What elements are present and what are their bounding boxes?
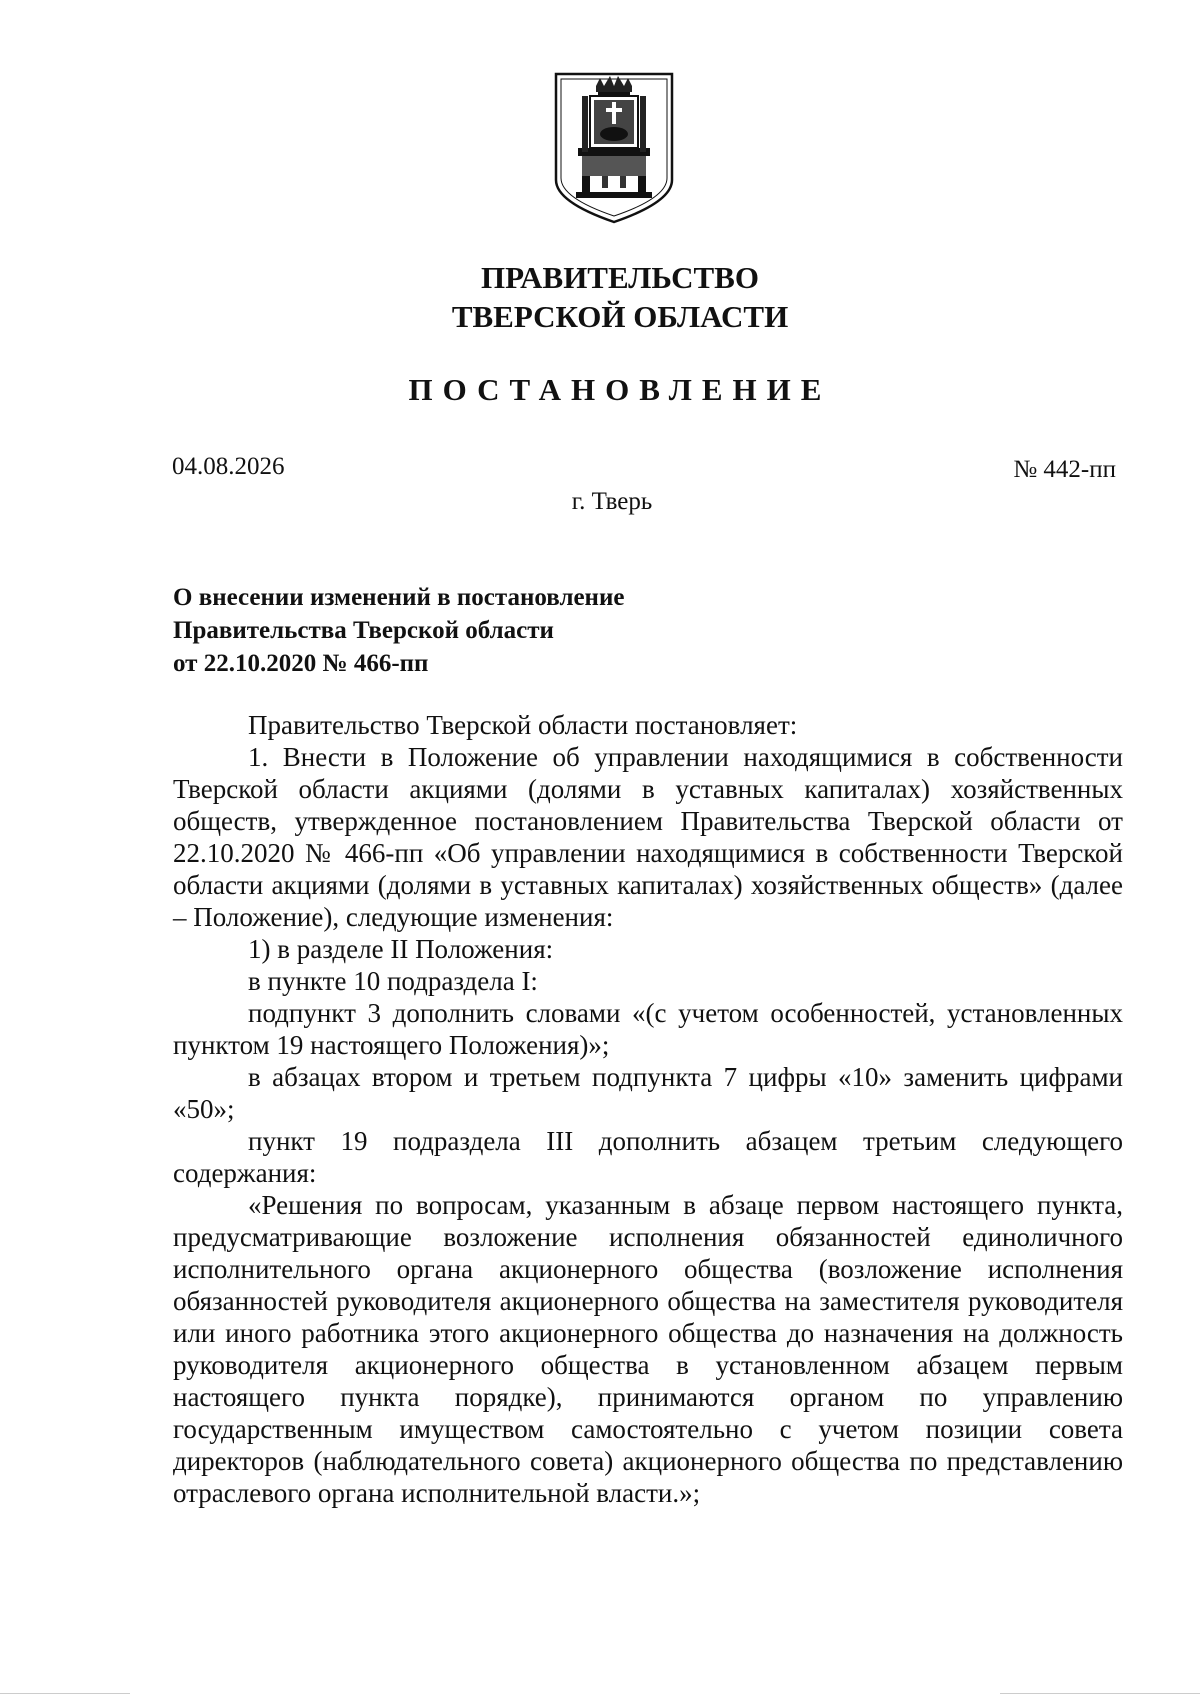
subject-line-3: от 22.10.2020 № 466-пп xyxy=(173,650,429,677)
body-paragraph: подпункт 3 дополнить словами «(с учетом особенностей, установленных пунктом 19 настоящего Положения)»; xyxy=(173,998,1123,1060)
document-subject xyxy=(173,581,624,680)
subject-line-2: Правительства Тверской области xyxy=(173,617,554,644)
org-title-line2: ТВЕРСКОЙ ОБЛАСТИ xyxy=(451,299,789,334)
document-date: 04.08.2026 xyxy=(172,453,285,480)
document-type: ПОСТАНОВЛЕНИЕ xyxy=(408,372,832,407)
document-city: г. Тверь xyxy=(571,488,653,515)
body-paragraph: Правительство Тверской области постановляет: xyxy=(248,710,798,740)
body-paragraph: в абзацах втором и третьем подпункта 7 цифры «10» заменить цифрами «50»; xyxy=(173,1062,1123,1124)
body-paragraph: 1. Внести в Положение об управлении находящимися в собственности Тверской области акциями (долями в уставных капиталах) хозяйственных обществ, утвержденное постановлением Правительства Тверской области от 22.10.2020 № 466-пп «Об управлении находящимися в собственности Тверской области акциями (долями в уставных капиталах) хозяйственных обществ» (далее – Положение), следующие изменения: xyxy=(173,742,1123,932)
body-paragraph: пункт 19 подраздела III дополнить абзацем третьим следующего содержания: xyxy=(173,1126,1123,1188)
scan-bottom-mark xyxy=(1000,1693,1200,1694)
tver-coat-of-arms-icon xyxy=(552,72,676,224)
scan-bottom-mark xyxy=(0,1693,130,1694)
subject-line-1: О внесении изменений в постановление xyxy=(173,584,625,611)
org-title-line1: ПРАВИТЕЛЬСТВО xyxy=(481,260,759,295)
body-paragraph: 1) в разделе II Положения: xyxy=(248,934,554,964)
document-number: № 442-пп xyxy=(1013,456,1116,483)
body-paragraph: в пункте 10 подраздела I: xyxy=(248,966,538,996)
body-paragraph: «Решения по вопросам, указанным в абзаце первом настоящего пункта, предусматривающие возложение исполнения обязанностей единоличного исполнительного органа акционерного общества (возложение исполнения обязанностей руководителя акционерного общества на заместителя руководителя или иного работника этого акционерного общества до назначения на должность руководителя акционерного общества в установленном абзацем первым настоящего пункта порядке), принимаются органом по управлению государственным имуществом самостоятельно с учетом позиции совета директоров (наблюдательного совета) акционерного общества по представлению отраслевого органа исполнительной власти.»; xyxy=(173,1190,1123,1508)
document-body xyxy=(173,709,1123,1509)
